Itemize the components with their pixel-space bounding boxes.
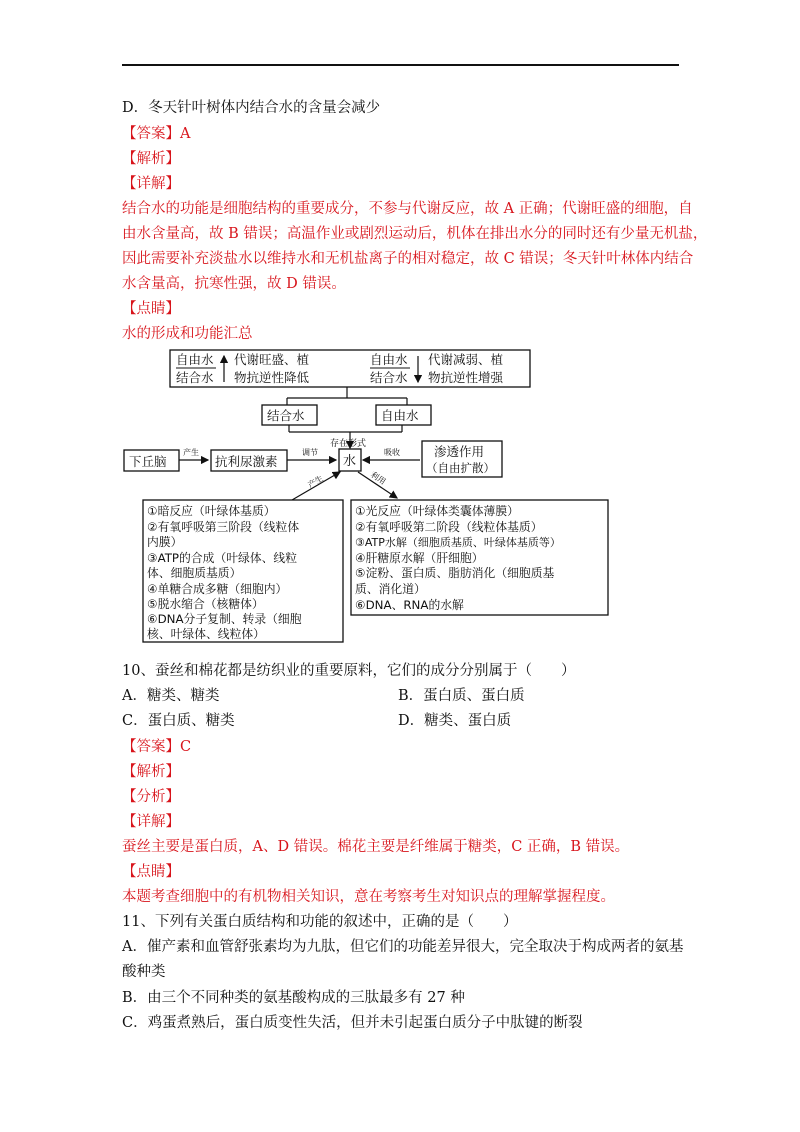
water-summary-diagram: [122, 348, 612, 648]
q11-option-c: C．鸡蛋煮熟后，蛋白质变性失活，但并未引起蛋白质分子中肽键的断裂: [122, 1015, 583, 1031]
produce-item-2a: ②有氧呼吸第三阶段（线粒体: [147, 520, 300, 534]
produce-item-1: ①暗反应（叶绿体基质）: [147, 504, 276, 518]
top-left-bound: 结合水: [176, 370, 214, 385]
header-rule: [122, 64, 679, 66]
use-label: 利用: [368, 470, 388, 487]
top-right-desc-2: 物抗逆性增强: [428, 370, 504, 385]
q9-option-d: D．冬天针叶树体内结合水的含量会减少: [122, 100, 381, 116]
q10-detail: 蚕丝主要是蛋白质，A、D 错误。棉花主要是纤维属于糖类，C 正确，B 错误。: [122, 839, 630, 855]
produce-item-3a: ③ATP的合成（叶绿体、线粒: [147, 551, 298, 565]
q9-dianjing-heading: 【点睛】: [122, 301, 180, 317]
absorb-label: 吸收: [384, 448, 400, 457]
q10-dianjing-heading: 【点睛】: [122, 864, 180, 880]
q9-detail-line-1: 结合水的功能是细胞结构的重要成分，不参与代谢反应，故 A 正确；代谢旺盛的细胞，自: [122, 201, 693, 217]
q10-option-a: A．糖类、糖类: [122, 688, 220, 704]
use-item-3: ③ATP水解（细胞质基质、叶绿体基质等）: [355, 536, 561, 549]
use-item-1: ①光反应（叶绿体类囊体薄膜）: [355, 504, 519, 518]
q9-detail-line-2: 由水含量高，故 B 错误；高温作业或剧烈运动后，机体在排出水分的同时还有少量无机盐，: [122, 226, 708, 242]
top-left-desc-2: 物抗逆性降低: [234, 370, 310, 385]
q11-option-a-line-2: 酸种类: [122, 964, 166, 980]
water-label: 水: [343, 454, 357, 469]
exist-form-label: 存在形式: [330, 439, 367, 449]
produce-item-3b: 体、细胞质基质）: [147, 566, 242, 580]
q11-stem: 11、下列有关蛋白质结构和功能的叙述中，正确的是（ ）: [122, 914, 518, 930]
q11-option-a-line-1: A．催产素和血管舒张素均为九肽，但它们的功能差异很大，完全取决于构成两者的氨基: [122, 939, 684, 955]
top-right-free: 自由水: [370, 352, 408, 367]
q10-stem: 10、蚕丝和棉花都是纺织业的重要原料，它们的成分分别属于（ ）: [122, 663, 576, 679]
osmosis-label-1: 渗透作用: [434, 444, 485, 459]
use-item-6: ⑥DNA、RNA的水解: [355, 598, 464, 612]
q9-answer: 【答案】A: [122, 126, 191, 142]
q9-xiangjie-heading: 【详解】: [122, 176, 180, 192]
produce-item-6b: 核、叶绿体、线粒体）: [147, 627, 265, 641]
regulate-label: 调节: [302, 448, 318, 457]
q10-option-d: D．糖类、蛋白质: [398, 713, 512, 729]
q10-jiexi-heading: 【解析】: [122, 764, 180, 780]
use-item-4: ④肝糖原水解（肝细胞）: [355, 551, 484, 565]
q9-detail-line-4: 水含量高，抗寒性强，故 D 错误。: [122, 276, 346, 292]
q10-answer: 【答案】C: [122, 739, 192, 755]
produce-item-6a: ⑥DNA分子复制、转录（细胞: [147, 612, 302, 626]
hypothalamus-label: 下丘脑: [129, 454, 167, 469]
top-left-desc-1: 代谢旺盛、植: [234, 352, 310, 367]
q9-summary-title: 水的形成和功能汇总: [122, 326, 253, 342]
produce-label: 产生: [183, 448, 199, 457]
q10-fenxi-heading: 【分析】: [122, 789, 180, 805]
q11-option-b: B．由三个不同种类的氨基酸构成的三肽最多有 27 种: [122, 990, 465, 1006]
use-item-2: ②有氧呼吸第二阶段（线粒体基质）: [355, 520, 543, 534]
q9-jiexi-heading: 【解析】: [122, 151, 180, 167]
q9-detail-line-3: 因此需要补充淡盐水以维持水和无机盐离子的相对稳定，故 C 错误；冬天针叶林体内结合: [122, 251, 694, 267]
produce-item-4: ④单糖合成多糖（细胞内）: [147, 582, 288, 596]
q10-dianjing-text: 本题考查细胞中的有机物相关知识，意在考察考生对知识点的理解掌握程度。: [122, 889, 615, 905]
q10-option-c: C．蛋白质、糖类: [122, 713, 235, 729]
bound-water-label: 结合水: [267, 408, 305, 423]
q10-xiangjie-heading: 【详解】: [122, 814, 180, 830]
produce-item-5: ⑤脱水缩合（核糖体）: [147, 597, 264, 611]
top-right-bound: 结合水: [370, 370, 408, 385]
q10-option-b: B．蛋白质、蛋白质: [398, 688, 525, 704]
produce-label-2: 产生: [306, 473, 325, 490]
top-right-desc-1: 代谢减弱、植: [428, 352, 504, 367]
produce-item-2b: 内膜）: [147, 535, 183, 549]
use-item-5b: 质、消化道）: [355, 582, 426, 596]
free-water-label: 自由水: [381, 408, 419, 423]
adh-label: 抗利尿激素: [215, 454, 278, 469]
top-left-free: 自由水: [176, 352, 214, 367]
osmosis-label-2: （自由扩散）: [426, 461, 495, 475]
use-item-5a: ⑤淀粉、蛋白质、脂肪消化（细胞质基: [355, 566, 555, 580]
